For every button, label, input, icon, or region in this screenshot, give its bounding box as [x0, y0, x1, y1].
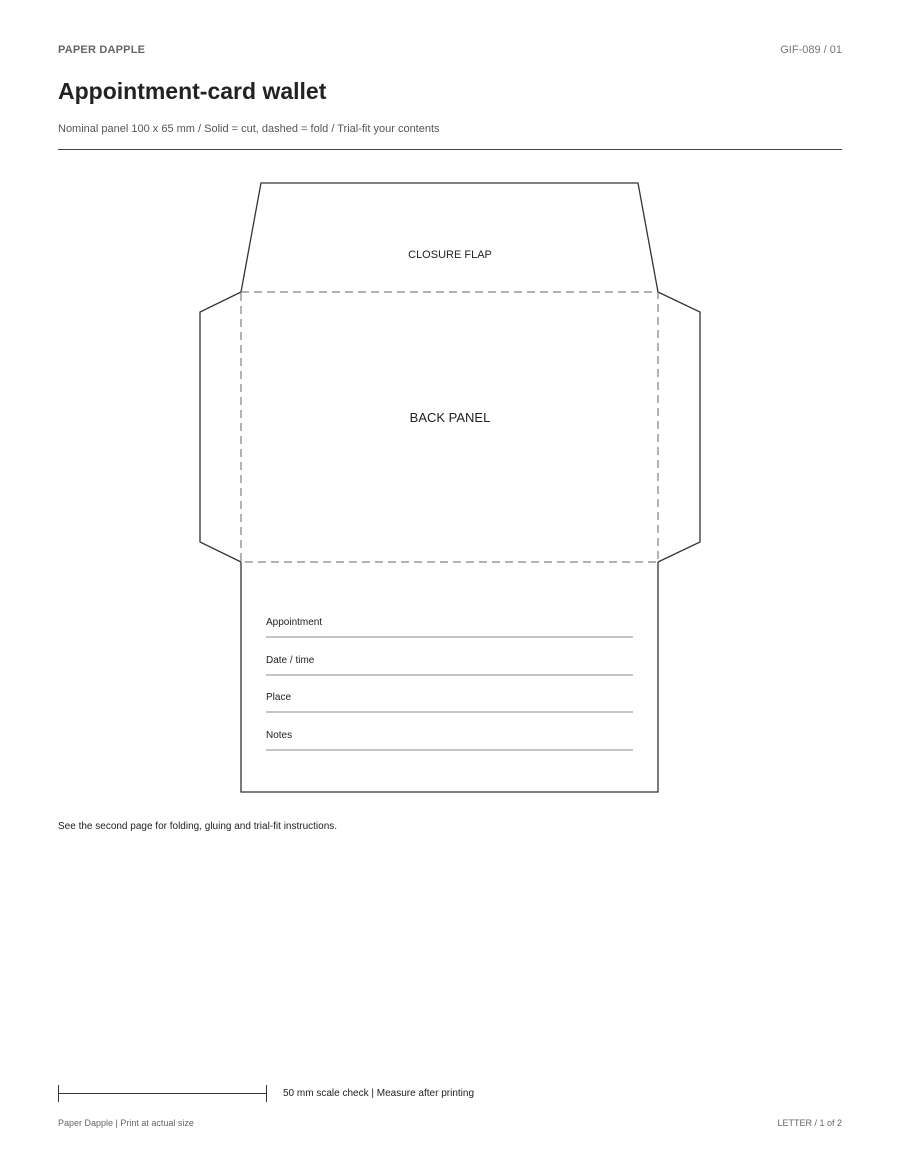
left-side-flap-outline [200, 292, 241, 562]
back-panel-fold-lines [241, 292, 658, 562]
scale-bar-tick-start [58, 1085, 59, 1102]
scale-bar-line [58, 1093, 267, 1094]
scale-check-caption: 50 mm scale check | Measure after printing [283, 1088, 475, 1099]
right-side-flap-outline [658, 292, 700, 562]
footer-brand-note: Paper Dapple | Print at actual size [58, 1118, 194, 1128]
page-title: Appointment-card wallet [58, 78, 327, 104]
instructions-note: See the second page for folding, gluing and trial-fit instructions. [58, 821, 338, 832]
field-label-appointment: Appointment [266, 617, 323, 628]
back-panel-label: BACK PANEL [409, 410, 491, 425]
scale-bar-tick-end [266, 1085, 267, 1102]
document-code: GIF-089 / 01 [780, 44, 842, 56]
field-label-date-time: Date / time [266, 655, 315, 666]
closure-flap-outline [241, 183, 658, 292]
field-label-place: Place [266, 692, 292, 703]
brand-name: PAPER DAPPLE [58, 44, 146, 56]
field-label-notes: Notes [266, 730, 293, 741]
page-subtitle: Nominal panel 100 x 65 mm / Solid = cut, dashed = fold / Trial-fit your contents [58, 123, 440, 135]
closure-flap-label: CLOSURE FLAP [408, 249, 492, 261]
scale-check-bar [58, 1085, 267, 1102]
front-panel-outline [241, 562, 658, 792]
footer-page-info: LETTER / 1 of 2 [777, 1118, 842, 1128]
